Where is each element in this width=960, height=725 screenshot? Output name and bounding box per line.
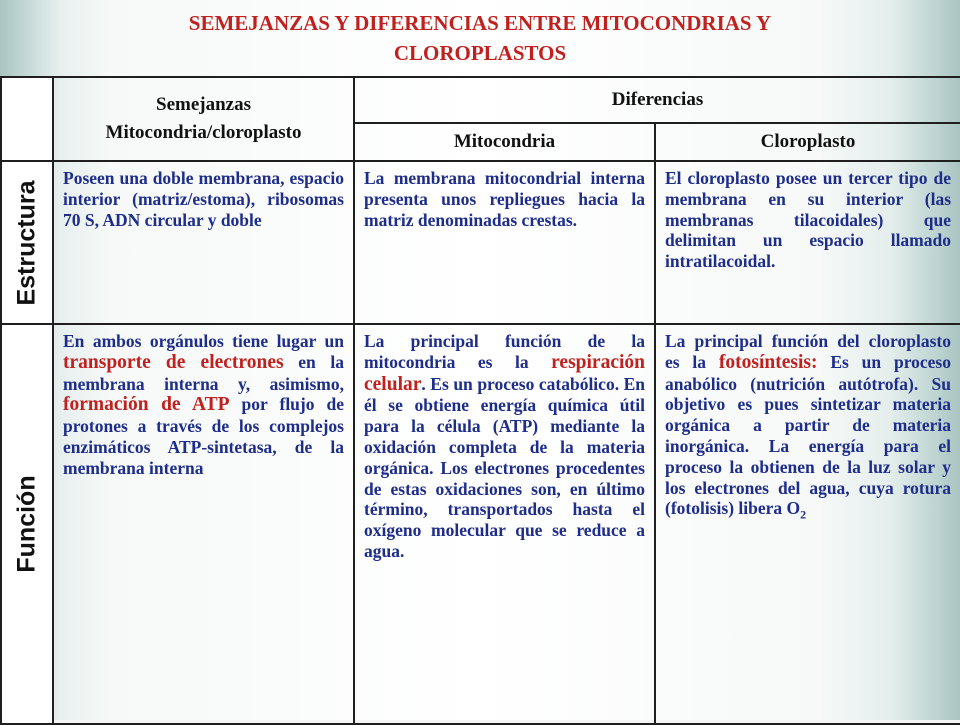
cell-estructura-mitocondria <box>354 161 655 324</box>
comparison-table <box>0 76 960 725</box>
row-funcion <box>1 324 960 724</box>
cell-funcion-cloroplasto <box>655 324 960 724</box>
text-funcion-semejanzas <box>54 325 353 483</box>
row-label-estructura: Estructura <box>12 179 41 306</box>
header-mitocondria: Mitocondria <box>354 123 655 161</box>
corner-cell <box>1 77 53 161</box>
page-title <box>50 0 910 76</box>
header-row-1 <box>1 77 960 123</box>
cell-funcion-mitocondria <box>354 324 655 724</box>
cell-estructura-cloroplasto <box>655 161 960 324</box>
text-span: Es un proceso anabólico (nutrición autótrofa). Su objetivo es pues sintetizar materia orgánica a partir de materia inorgánica. La energía para el proceso la obtienen de la luz solar y los electrones del agua, cuya rotura (fotolisis) libera O <box>665 351 951 519</box>
text-span: por flujo de protones a través de los complejos enzimáticos ATP-sintetasa, de la membrana interna <box>63 394 344 478</box>
title-line-1: SEMEJANZAS Y DIFERENCIAS ENTRE MITOCONDRIAS Y <box>188 11 772 35</box>
highlight-text: respiración celular <box>364 351 645 395</box>
text-span: . Es un proceso catabólico. En él se obtiene energía química útil para la célula (ATP) mediante la oxidación completa de la materia orgánica. Los electrones procedentes de estas oxidaciones son, en último término, transportados hasta el oxígeno molecular que se reduce a agua. <box>364 373 645 561</box>
row-label-funcion: Función <box>12 475 41 573</box>
highlight-text: fotosíntesis: <box>718 351 818 373</box>
header-cloroplasto: Cloroplasto <box>655 123 960 161</box>
text-estructura-mitocondria: La membrana mitocondrial interna presenta unos repliegues hacia la matriz denominadas crestas. <box>364 168 645 230</box>
header-semejanzas-title: Semejanzas <box>156 94 251 115</box>
cell-estructura-semejanzas <box>53 161 354 324</box>
text-funcion-mitocondria <box>355 325 654 566</box>
text-estructura-semejanzas: Poseen una doble membrana, espacio interior (matriz/estoma), ribosomas 70 S, ADN circular y doble <box>63 168 344 230</box>
row-label-cell <box>1 324 53 724</box>
header-diferencias: Diferencias <box>354 77 960 123</box>
text-span: La principal función del cloroplasto es la <box>665 331 951 372</box>
text-span: La principal función de la mitocondria es la <box>364 331 645 372</box>
highlight-text: formación de ATP <box>63 394 230 416</box>
row-label-cell <box>1 161 53 324</box>
text-span: En ambos orgánulos tiene lugar un <box>63 331 344 351</box>
cell-funcion-semejanzas <box>53 324 354 724</box>
text-span: en la membrana interna y, asimismo, <box>63 351 344 394</box>
title-line-2: CLOROPLASTOS <box>393 41 567 65</box>
text-estructura-cloroplasto: El cloroplasto posee un tercer tipo de membrana en su interior (las membranas tilacoidales) que delimitan un espacio llamado intratilacoidal. <box>665 168 951 272</box>
subscript: 2 <box>800 507 807 522</box>
header-semejanzas <box>53 77 354 161</box>
highlight-text: transporte de electrones <box>63 351 284 373</box>
header-semejanzas-sub: Mitocondria/cloroplasto <box>105 122 302 143</box>
row-estructura <box>1 161 960 324</box>
text-funcion-cloroplasto <box>656 325 960 523</box>
